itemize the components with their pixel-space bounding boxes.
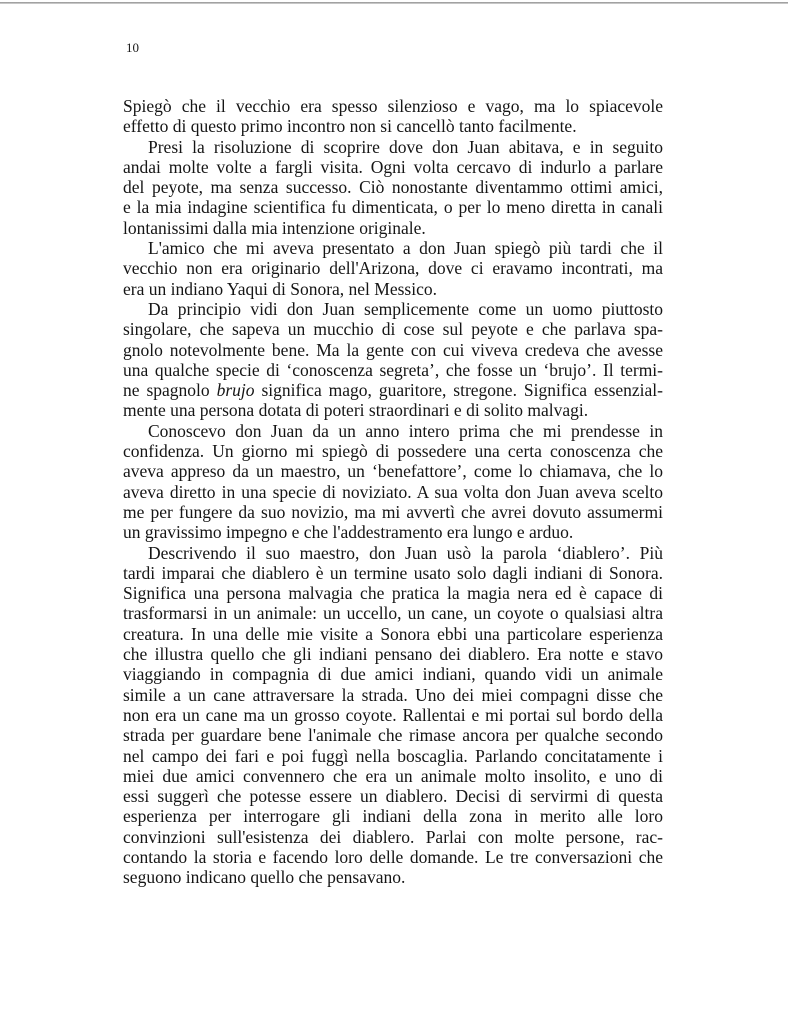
text-line: trasformarsi in un animale: un uccello, un cane, un coyote o qualsiasi altra	[123, 603, 663, 624]
text-line: esperienza per interrogare gli indiani della zona in merito alle loro	[123, 806, 663, 827]
text-line: L'amico che mi aveva presentato a don Juan spiegò più tardi che il	[148, 238, 663, 259]
paragraph-5	[123, 421, 663, 543]
text-line: Significa una persona malvagia che pratica la magia nera ed è capace di	[123, 583, 663, 604]
text-line: Conoscevo don Juan da un anno intero prima che mi prendesse in	[148, 420, 663, 441]
text-line: viaggiando in compagnia di due amici indiani, quando vidi un animale	[123, 664, 663, 685]
paragraph-4	[123, 299, 663, 421]
text-line: vecchio non era originario dell'Arizona, dove ci eravamo incontrati, ma	[123, 258, 663, 279]
text-line: mente una persona dotata di poteri straordinari e di solito malvagi.	[123, 400, 589, 421]
text-line: un gravissimo impegno e che l'addestramento era lungo e arduo.	[123, 522, 574, 543]
text-line: effetto di questo primo incontro non si cancellò tanto facilmente.	[123, 116, 577, 137]
text-line: essi suggerì che potesse essere un diablero. Decisi di servirmi di questa	[123, 786, 663, 807]
text-line: che illustra quello che gli indiani pensano dei diablero. Era notte e stavo	[123, 644, 663, 665]
text-line: non era un cane ma un grosso coyote. Rallentai e mi portai sul bordo della	[123, 704, 663, 725]
paragraph-2	[123, 137, 663, 238]
text-line: Spiegò che il vecchio era spesso silenzioso e vago, ma lo spiacevole	[123, 96, 663, 116]
text-line: e la mia indagine scientifica fu dimenticata, o per lo meno diretta in canali	[123, 197, 663, 218]
text-line: nel campo dei fari e poi fuggì nella boscaglia. Parlando concitatamente i	[123, 745, 663, 766]
text-line: Da principio vidi don Juan semplicemente come un uomo piuttosto	[148, 298, 663, 319]
text-line: una qualche specie di ‘conoscenza segreta’, che fosse un ‘brujo’. Il termi-	[123, 359, 663, 380]
paragraph-1	[123, 96, 663, 137]
text-line: singolare, che sapeva un mucchio di cose sul peyote e che parlava spa-	[123, 319, 663, 340]
page-number: 10	[126, 40, 139, 55]
text-line: era un indiano Yaqui di Sonora, nel Messico.	[123, 278, 437, 299]
text-line: contando la storia e facendo loro delle domande. Le tre conversazioni che	[123, 846, 663, 867]
paragraph-3	[123, 238, 663, 299]
text-line: Presi la risoluzione di scoprire dove don Juan abitava, e in seguito	[148, 136, 663, 157]
text-line: lontanissimi dalla mia intenzione originale.	[123, 217, 426, 238]
text-line: convinzioni sull'esistenza dei diablero. Parlai con molte persone, rac-	[123, 826, 663, 847]
text-line: creatura. In una delle mie visite a Sonora ebbi una particolare esperienza	[123, 623, 663, 644]
text-line: simile a un cane attraversare la strada. Uno dei miei compagni disse che	[123, 684, 663, 705]
text-line: strada per guardare bene l'animale che rimase ancora per qualche secondo	[123, 725, 663, 746]
text-line: confidenza. Un giorno mi spiegò di possedere una certa conoscenza che	[123, 441, 663, 462]
text-line: del peyote, ma senza successo. Ciò nonostante diventammo ottimi amici,	[123, 177, 663, 198]
text-line: aveva appreso da un maestro, un ‘benefattore’, come lo chiamava, che lo	[123, 461, 663, 482]
text-line: andai molte volte a fargli visita. Ogni volta cercavo di indurlo a parlare	[123, 156, 663, 177]
text-line: gnolo notevolmente bene. Ma la gente con cui viveva credeva che avesse	[123, 339, 663, 360]
text-line: Descrivendo il suo maestro, don Juan usò la parola ‘diablero’. Più	[148, 542, 663, 563]
text-line: miei due amici convennero che era un animale molto insolito, e uno di	[123, 765, 663, 786]
text-block	[123, 96, 663, 888]
text-line: aveva diretto in una specie di noviziato. A sua volta don Juan aveva scelto	[123, 481, 663, 502]
text-line: tardi imparai che diablero è un termine usato solo dagli indiani di Sonora.	[123, 562, 663, 583]
paragraph-6	[123, 543, 663, 888]
page-scan-edge-line	[0, 2, 788, 4]
text-line: seguono indicano quello che pensavano.	[123, 867, 406, 888]
text-line: ne spagnolo brujo significa mago, guaritore, stregone. Significa essenzial-	[123, 380, 663, 401]
text-line: me per fungere da suo novizio, ma mi avvertì che avrei dovuto assumermi	[123, 501, 663, 522]
